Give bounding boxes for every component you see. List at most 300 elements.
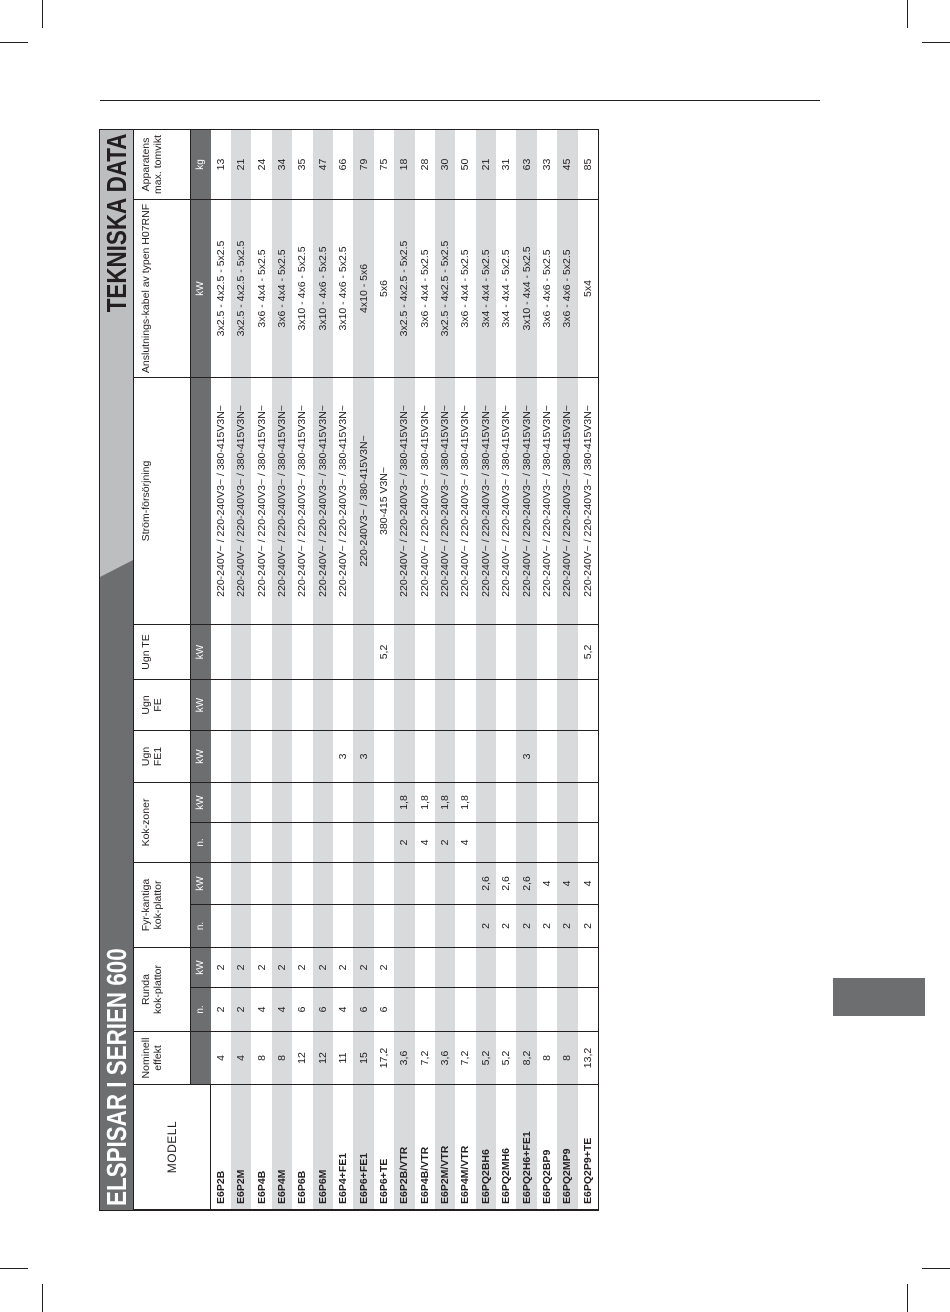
- round-plates-count-cell: [557, 988, 577, 1032]
- square-plates-count-cell: [292, 905, 312, 948]
- power-supply-cell: 220-240V~ / 220-240V3~ / 380-415V3N~: [231, 377, 251, 624]
- oven-fe-cell: [374, 679, 394, 730]
- crop-mark-bottom-left-horizontal: [0, 1268, 28, 1269]
- oven-fe1-cell: [455, 730, 475, 782]
- technical-data-table: [133, 130, 598, 1210]
- square-plates-count-cell: 2: [578, 905, 598, 948]
- cooking-zones-kw-cell: [251, 782, 271, 822]
- cooking-zones-kw-cell: [537, 782, 557, 822]
- cable-cell: 3x2.5 - 4x2.5 - 5x2.5: [211, 199, 232, 377]
- header-power-supply: Ström-försörjning: [134, 377, 191, 624]
- power-supply-cell: 220-240V~ / 220-240V3~ / 380-415V3N~: [578, 377, 598, 624]
- oven-fe1-cell: [313, 730, 333, 782]
- crop-mark-bottom-left-vertical: [42, 1284, 43, 1312]
- header-model: MODELL: [134, 1085, 211, 1210]
- oven-te-cell: [313, 624, 333, 679]
- round-plates-kw-cell: [435, 948, 455, 988]
- oven-fe1-cell: [435, 730, 455, 782]
- unit-row: [191, 130, 211, 1210]
- round-plates-kw-cell: [537, 948, 557, 988]
- oven-fe1-cell: [292, 730, 312, 782]
- oven-fe-cell: [537, 679, 557, 730]
- square-plates-kw-cell: [211, 862, 232, 904]
- round-plates-count-cell: [516, 988, 536, 1032]
- oven-fe1-cell: 3: [353, 730, 373, 782]
- nominal-power-cell: 11: [333, 1032, 353, 1085]
- oven-te-cell: [333, 624, 353, 679]
- unit-square-count: n.: [191, 905, 211, 948]
- round-plates-count-cell: [578, 988, 598, 1032]
- round-plates-count-cell: [496, 988, 516, 1032]
- square-plates-kw-cell: [394, 862, 414, 904]
- oven-fe1-cell: 3: [333, 730, 353, 782]
- oven-te-cell: [557, 624, 577, 679]
- oven-te-cell: [272, 624, 292, 679]
- square-plates-kw-cell: 2,6: [496, 862, 516, 904]
- weight-cell: 13: [211, 130, 232, 199]
- square-plates-count-cell: [353, 905, 373, 948]
- square-plates-kw-cell: 4: [537, 862, 557, 904]
- unit-zones-count: n.: [191, 822, 211, 862]
- weight-cell: 75: [374, 130, 394, 199]
- square-plates-count-cell: [394, 905, 414, 948]
- cable-cell: 3x10 - 4x6 - 5x2.5: [333, 199, 353, 377]
- oven-te-cell: [455, 624, 475, 679]
- oven-fe-cell: [394, 679, 414, 730]
- table-row: [333, 130, 353, 1210]
- oven-te-cell: [251, 624, 271, 679]
- model-cell: E6P2B/VTR: [394, 1085, 414, 1210]
- section-title: TEKNISKA DATA: [101, 134, 132, 313]
- oven-fe1-cell: [231, 730, 251, 782]
- round-plates-count-cell: [537, 988, 557, 1032]
- square-plates-kw-cell: [374, 862, 394, 904]
- cooking-zones-count-cell: 2: [435, 822, 455, 862]
- nominal-power-cell: 3,6: [435, 1032, 455, 1085]
- oven-fe1-cell: [557, 730, 577, 782]
- model-cell: E6P2M: [231, 1085, 251, 1210]
- nominal-power-cell: 3,6: [394, 1032, 414, 1085]
- oven-te-cell: [516, 624, 536, 679]
- weight-cell: 33: [537, 130, 557, 199]
- square-plates-count-cell: [272, 905, 292, 948]
- header-oven-fe1: [134, 730, 191, 782]
- oven-fe1-cell: [211, 730, 232, 782]
- cable-cell: 3x2.5 - 4x2.5 - 5x2.5: [231, 199, 251, 377]
- cooking-zones-count-cell: 4: [455, 822, 475, 862]
- oven-fe1-cell: [272, 730, 292, 782]
- power-supply-cell: 220-240V~ / 220-240V3~ / 380-415V3N~: [272, 377, 292, 624]
- header-line: kok-plattor: [152, 880, 164, 930]
- unit-cable: kW: [191, 199, 211, 377]
- round-plates-count-cell: [476, 988, 496, 1032]
- square-plates-kw-cell: [435, 862, 455, 904]
- square-plates-kw-cell: [313, 862, 333, 904]
- cooking-zones-count-cell: [333, 822, 353, 862]
- round-plates-count-cell: [455, 988, 475, 1032]
- header-line: Runda: [140, 974, 152, 1005]
- table-row: [394, 130, 414, 1210]
- cooking-zones-count-cell: [353, 822, 373, 862]
- header-line: max. tomvikt: [152, 135, 164, 194]
- round-plates-count-cell: 4: [251, 988, 271, 1032]
- square-plates-count-cell: [415, 905, 435, 948]
- power-supply-cell: 220-240V~ / 220-240V3~ / 380-415V3N~: [394, 377, 414, 624]
- power-supply-cell: 220-240V~ / 220-240V3~ / 380-415V3N~: [435, 377, 455, 624]
- nominal-power-cell: 7,2: [415, 1032, 435, 1085]
- header-line: Nominell: [140, 1037, 152, 1079]
- round-plates-count-cell: [394, 988, 414, 1032]
- header-cable: Anslutnings-kabel av typen H07RNF: [134, 199, 191, 377]
- nominal-power-cell: 13,2: [578, 1032, 598, 1085]
- series-title: ELSPISAR I SERIEN 600: [101, 948, 132, 1206]
- cable-cell: 3x2.5 - 4x2.5 - 5x2.5: [394, 199, 414, 377]
- round-plates-kw-cell: [496, 948, 516, 988]
- header-oven-te: Ugn TE: [134, 624, 191, 679]
- oven-fe-cell: [333, 679, 353, 730]
- model-cell: E6P6+FE1: [353, 1085, 373, 1210]
- oven-te-cell: [231, 624, 251, 679]
- oven-fe-cell: [292, 679, 312, 730]
- power-supply-cell: 220-240V~ / 220-240V3~ / 380-415V3N~: [496, 377, 516, 624]
- header-cooking-zones: Kok-zoner: [134, 782, 191, 862]
- weight-cell: 45: [557, 130, 577, 199]
- cooking-zones-kw-cell: [353, 782, 373, 822]
- weight-cell: 21: [231, 130, 251, 199]
- round-plates-count-cell: 4: [333, 988, 353, 1032]
- oven-te-cell: [496, 624, 516, 679]
- cooking-zones-kw-cell: 1,8: [455, 782, 475, 822]
- oven-te-cell: [537, 624, 557, 679]
- round-plates-kw-cell: 2: [231, 948, 251, 988]
- oven-fe-cell: [455, 679, 475, 730]
- oven-fe1-cell: [476, 730, 496, 782]
- weight-cell: 79: [353, 130, 373, 199]
- cable-cell: 3x10 - 4x6 - 5x2.5: [313, 199, 333, 377]
- round-plates-count-cell: 6: [292, 988, 312, 1032]
- model-cell: E6P6+TE: [374, 1085, 394, 1210]
- model-cell: E6PQ2MP9: [557, 1085, 577, 1210]
- power-supply-cell: 220-240V~ / 220-240V3~ / 380-415V3N~: [333, 377, 353, 624]
- round-plates-count-cell: 6: [313, 988, 333, 1032]
- weight-cell: 35: [292, 130, 312, 199]
- power-supply-cell: 220-240V~ / 220-240V3~ / 380-415V3N~: [211, 377, 232, 624]
- oven-fe1-cell: [374, 730, 394, 782]
- weight-cell: 85: [578, 130, 598, 199]
- unit-square-kw: kW: [191, 862, 211, 904]
- power-supply-cell: 220-240V~ / 220-240V3~ / 380-415V3N~: [251, 377, 271, 624]
- weight-cell: 28: [415, 130, 435, 199]
- square-plates-kw-cell: 2,6: [516, 862, 536, 904]
- power-supply-cell: 380-415 V3N~: [374, 377, 394, 624]
- cooking-zones-kw-cell: [374, 782, 394, 822]
- cable-cell: 3x10 - 4x4 - 5x2.5: [516, 199, 536, 377]
- header-line: FE1: [152, 746, 164, 767]
- cooking-zones-count-cell: [476, 822, 496, 862]
- round-plates-count-cell: 6: [353, 988, 373, 1032]
- cooking-zones-count-cell: [313, 822, 333, 862]
- cooking-zones-kw-cell: [496, 782, 516, 822]
- cooking-zones-count-cell: [516, 822, 536, 862]
- cooking-zones-count-cell: [231, 822, 251, 862]
- model-cell: E6P4M/VTR: [455, 1085, 475, 1210]
- model-cell: E6PQ2H6+FE1: [516, 1085, 536, 1210]
- crop-mark-top-right-vertical: [907, 0, 908, 28]
- cooking-zones-kw-cell: [476, 782, 496, 822]
- weight-cell: 21: [476, 130, 496, 199]
- round-plates-count-cell: [435, 988, 455, 1032]
- square-plates-kw-cell: 4: [578, 862, 598, 904]
- oven-fe-cell: [476, 679, 496, 730]
- table-row: [211, 130, 232, 1210]
- round-plates-kw-cell: [455, 948, 475, 988]
- table-body: [211, 130, 599, 1210]
- weight-cell: 18: [394, 130, 414, 199]
- oven-fe-cell: [496, 679, 516, 730]
- cable-cell: 5x4: [578, 199, 598, 377]
- round-plates-count-cell: [415, 988, 435, 1032]
- nominal-power-cell: 5,2: [476, 1032, 496, 1085]
- oven-fe-cell: [435, 679, 455, 730]
- weight-cell: 31: [496, 130, 516, 199]
- model-cell: E6P4B/VTR: [415, 1085, 435, 1210]
- crop-mark-top-right-horizontal: [922, 42, 950, 43]
- table-row: [251, 130, 271, 1210]
- model-cell: E6P6M: [313, 1085, 333, 1210]
- cooking-zones-count-cell: 2: [394, 822, 414, 862]
- cable-cell: 3x6 - 4x4 - 5x2.5: [415, 199, 435, 377]
- nominal-power-cell: 8: [251, 1032, 271, 1085]
- oven-fe-cell: [578, 679, 598, 730]
- round-plates-kw-cell: 2: [272, 948, 292, 988]
- nominal-power-cell: 5,2: [496, 1032, 516, 1085]
- unit-zones-kw: kW: [191, 782, 211, 822]
- round-plates-count-cell: 4: [272, 988, 292, 1032]
- power-supply-cell: 220-240V~ / 220-240V3~ / 380-415V3N~: [516, 377, 536, 624]
- cooking-zones-count-cell: [374, 822, 394, 862]
- weight-cell: 30: [435, 130, 455, 199]
- oven-te-cell: [415, 624, 435, 679]
- crop-mark-top-left-vertical: [42, 0, 43, 28]
- model-cell: E6P4B: [251, 1085, 271, 1210]
- nominal-power-cell: 4: [231, 1032, 251, 1085]
- weight-cell: 50: [455, 130, 475, 199]
- power-supply-cell: 220-240V~ / 220-240V3~ / 380-415V3N~: [537, 377, 557, 624]
- table-row: [313, 130, 333, 1210]
- table-row: [496, 130, 516, 1210]
- square-plates-count-cell: 2: [557, 905, 577, 948]
- oven-te-cell: [394, 624, 414, 679]
- model-cell: E6PQ2MH6: [496, 1085, 516, 1210]
- round-plates-count-cell: 6: [374, 988, 394, 1032]
- square-plates-kw-cell: [333, 862, 353, 904]
- header-nominal-power: [134, 1032, 191, 1085]
- power-supply-cell: 220-240V~ / 220-240V3~ / 380-415V3N~: [557, 377, 577, 624]
- square-plates-count-cell: [231, 905, 251, 948]
- oven-fe-cell: [516, 679, 536, 730]
- cooking-zones-kw-cell: [516, 782, 536, 822]
- oven-fe-cell: [272, 679, 292, 730]
- rotated-spec-sheet: [100, 130, 598, 1210]
- square-plates-count-cell: [333, 905, 353, 948]
- oven-te-cell: 5,2: [578, 624, 598, 679]
- nominal-power-cell: 12: [292, 1032, 312, 1085]
- cooking-zones-kw-cell: 1,8: [394, 782, 414, 822]
- oven-te-cell: [435, 624, 455, 679]
- header-rule: [100, 100, 820, 101]
- nominal-power-cell: 17,2: [374, 1032, 394, 1085]
- oven-fe-cell: [353, 679, 373, 730]
- oven-fe-cell: [231, 679, 251, 730]
- weight-cell: 47: [313, 130, 333, 199]
- oven-fe1-cell: [496, 730, 516, 782]
- square-plates-count-cell: [374, 905, 394, 948]
- header-oven-fe: [134, 679, 191, 730]
- cable-cell: 3x6 - 4x4 - 5x2.5: [455, 199, 475, 377]
- square-plates-kw-cell: [251, 862, 271, 904]
- round-plates-kw-cell: [394, 948, 414, 988]
- cooking-zones-kw-cell: [333, 782, 353, 822]
- cooking-zones-kw-cell: [292, 782, 312, 822]
- table-row: [537, 130, 557, 1210]
- crop-mark-bottom-right-vertical: [907, 1284, 908, 1312]
- header-line: kok-plattor: [152, 964, 164, 1015]
- round-plates-kw-cell: 2: [292, 948, 312, 988]
- cooking-zones-kw-cell: 1,8: [435, 782, 455, 822]
- square-plates-kw-cell: [292, 862, 312, 904]
- table-row: [578, 130, 598, 1210]
- title-banner: [100, 130, 133, 1210]
- cooking-zones-count-cell: [537, 822, 557, 862]
- square-plates-count-cell: 2: [537, 905, 557, 948]
- oven-fe-cell: [251, 679, 271, 730]
- nominal-power-cell: 7,2: [455, 1032, 475, 1085]
- header-line: effekt: [152, 1045, 164, 1071]
- cooking-zones-kw-cell: [557, 782, 577, 822]
- unit-weight: kg: [191, 130, 211, 199]
- square-plates-kw-cell: 2,6: [476, 862, 496, 904]
- unit-round-count: n.: [191, 988, 211, 1032]
- cooking-zones-count-cell: [211, 822, 232, 862]
- cooking-zones-count-cell: [292, 822, 312, 862]
- oven-te-cell: [292, 624, 312, 679]
- cooking-zones-kw-cell: 1,8: [415, 782, 435, 822]
- nominal-power-cell: 8: [557, 1032, 577, 1085]
- header-line: Apparatens: [140, 137, 152, 192]
- oven-fe-cell: [415, 679, 435, 730]
- crop-mark-top-left-horizontal: [0, 42, 28, 43]
- square-plates-count-cell: [313, 905, 333, 948]
- nominal-power-cell: 4: [211, 1032, 232, 1085]
- round-plates-kw-cell: 2: [313, 948, 333, 988]
- table-row: [231, 130, 251, 1210]
- cooking-zones-kw-cell: [272, 782, 292, 822]
- cable-cell: 3x6 - 4x4 - 5x2.5: [251, 199, 271, 377]
- table-row: [435, 130, 455, 1210]
- nominal-power-cell: 8: [272, 1032, 292, 1085]
- header-line: Fyr-kantiga: [140, 878, 152, 932]
- model-cell: E6P6B: [292, 1085, 312, 1210]
- cable-cell: 3x4 - 4x4 - 5x2.5: [496, 199, 516, 377]
- cooking-zones-kw-cell: [313, 782, 333, 822]
- header-row: [134, 130, 191, 1210]
- round-plates-kw-cell: [578, 948, 598, 988]
- round-plates-kw-cell: [557, 948, 577, 988]
- round-plates-kw-cell: [516, 948, 536, 988]
- power-supply-cell: 220-240V~ / 220-240V3~ / 380-415V3N~: [292, 377, 312, 624]
- cable-cell: 5x6: [374, 199, 394, 377]
- section-tab: [833, 978, 925, 1016]
- table-row: [516, 130, 536, 1210]
- table-row: [476, 130, 496, 1210]
- weight-cell: 24: [251, 130, 271, 199]
- square-plates-kw-cell: [231, 862, 251, 904]
- header-line: Ugn: [140, 695, 152, 715]
- square-plates-kw-cell: 4: [557, 862, 577, 904]
- round-plates-kw-cell: 2: [353, 948, 373, 988]
- round-plates-kw-cell: [476, 948, 496, 988]
- square-plates-kw-cell: [455, 862, 475, 904]
- round-plates-count-cell: 2: [231, 988, 251, 1032]
- nominal-power-cell: 8,2: [516, 1032, 536, 1085]
- table-row: [272, 130, 292, 1210]
- cooking-zones-count-cell: [557, 822, 577, 862]
- model-cell: E6PQ2BH6: [476, 1085, 496, 1210]
- cooking-zones-count-cell: [272, 822, 292, 862]
- unit-oven-fe1: kW: [191, 730, 211, 782]
- model-cell: E6P4+FE1: [333, 1085, 353, 1210]
- oven-fe1-cell: [537, 730, 557, 782]
- table-row: [455, 130, 475, 1210]
- header-line: Ugn: [140, 746, 152, 767]
- oven-fe1-cell: [394, 730, 414, 782]
- cable-cell: 3x2.5 - 4x2.5 - 5x2.5: [435, 199, 455, 377]
- header-line: FE: [152, 698, 164, 712]
- square-plates-kw-cell: [353, 862, 373, 904]
- cable-cell: 4x10 - 5x6: [353, 199, 373, 377]
- table-row: [557, 130, 577, 1210]
- square-plates-kw-cell: [415, 862, 435, 904]
- power-supply-cell: 220-240V~ / 220-240V3~ / 380-415V3N~: [313, 377, 333, 624]
- oven-fe1-cell: 3: [516, 730, 536, 782]
- oven-fe-cell: [557, 679, 577, 730]
- cooking-zones-kw-cell: [231, 782, 251, 822]
- table-row: [292, 130, 312, 1210]
- weight-cell: 34: [272, 130, 292, 199]
- weight-cell: 66: [333, 130, 353, 199]
- model-cell: E6P4M: [272, 1085, 292, 1210]
- oven-fe1-cell: [415, 730, 435, 782]
- square-plates-kw-cell: [272, 862, 292, 904]
- square-plates-count-cell: [211, 905, 232, 948]
- table-row: [374, 130, 394, 1210]
- model-cell: E6P2B: [211, 1085, 232, 1210]
- oven-te-cell: [353, 624, 373, 679]
- cooking-zones-kw-cell: [211, 782, 232, 822]
- cable-cell: 3x6 - 4x6 - 5x2.5: [537, 199, 557, 377]
- square-plates-count-cell: 2: [476, 905, 496, 948]
- oven-te-cell: 5,2: [374, 624, 394, 679]
- power-supply-cell: 220-240V3~ / 380-415V3N~: [353, 377, 373, 624]
- unit-nominal-power: [191, 1032, 211, 1085]
- square-plates-count-cell: [455, 905, 475, 948]
- model-cell: E6PQ2P9+TE: [578, 1085, 598, 1210]
- table-row: [415, 130, 435, 1210]
- cooking-zones-count-cell: [578, 822, 598, 862]
- crop-mark-bottom-right-horizontal: [922, 1268, 950, 1269]
- round-plates-kw-cell: 2: [211, 948, 232, 988]
- header-square-plates: [134, 862, 191, 947]
